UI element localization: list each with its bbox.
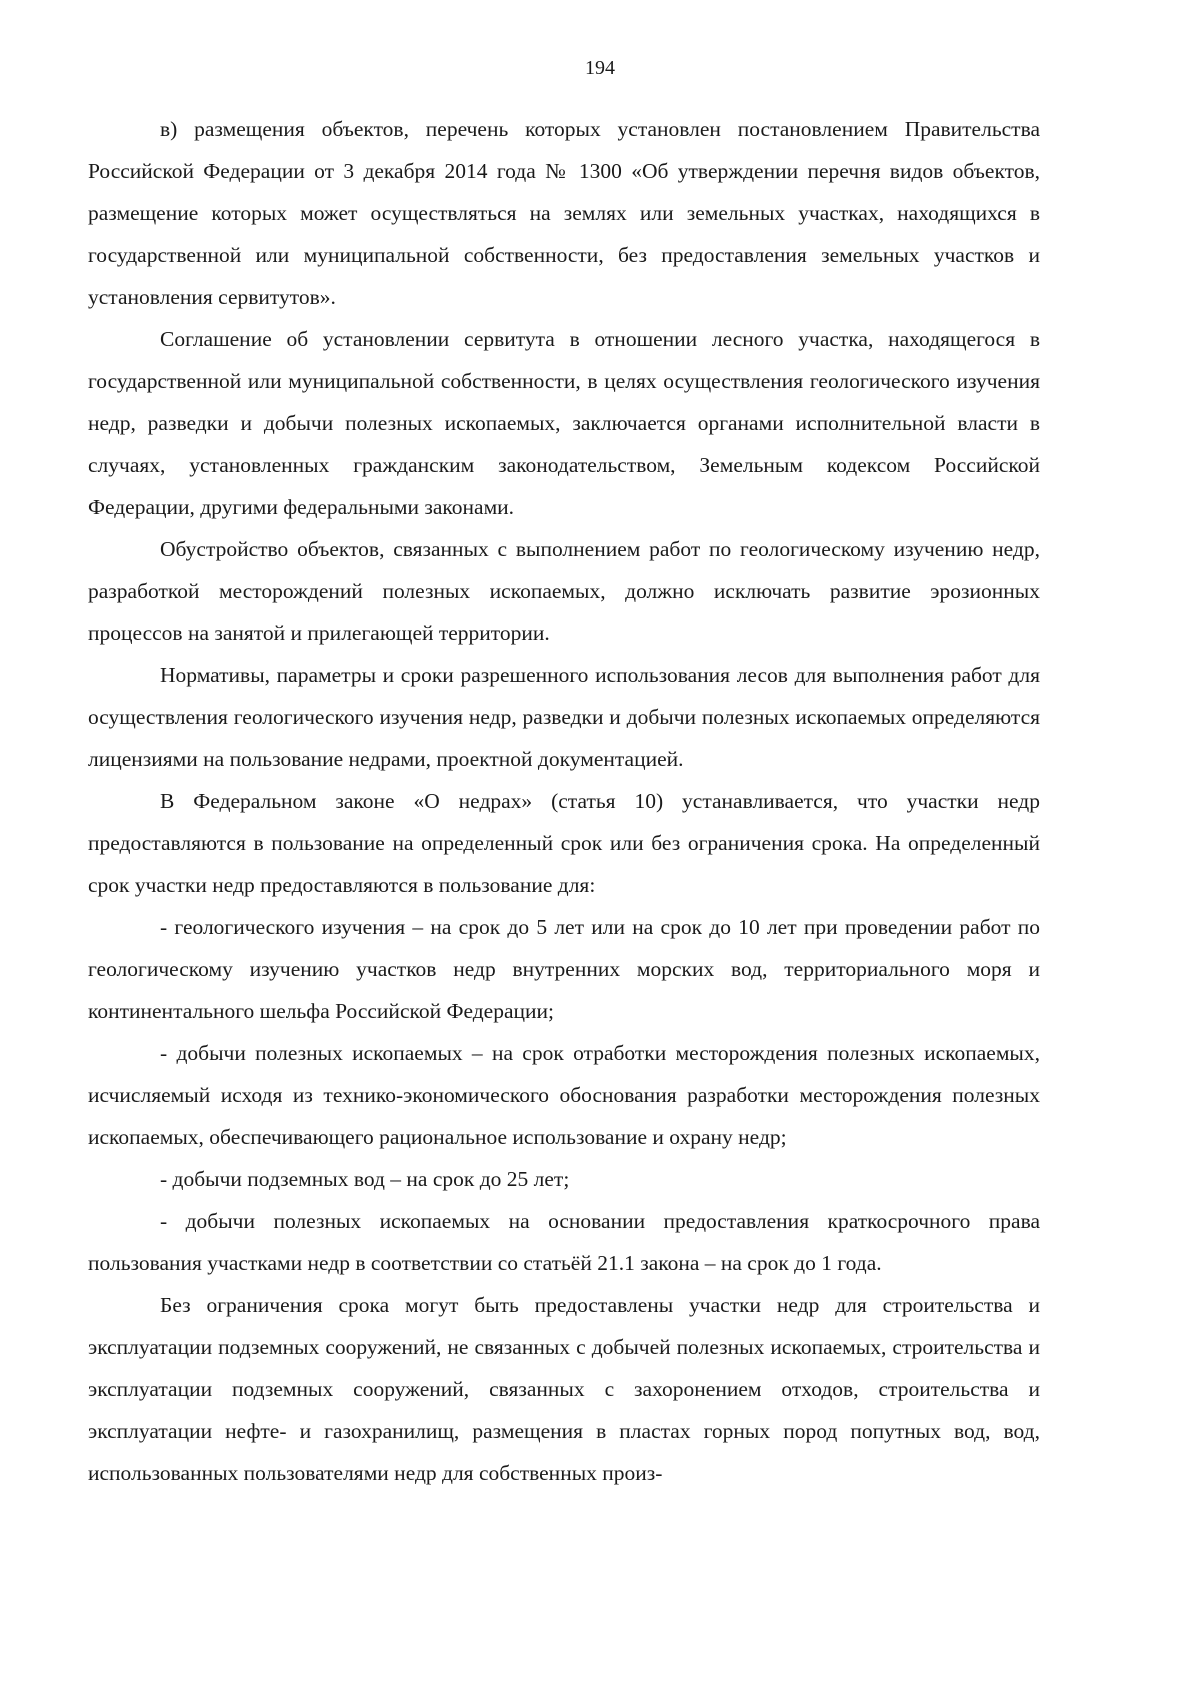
paragraph-usage-norms: Нормативы, параметры и сроки разрешенного использования лесов для выполнения работ для осуществления геологического изучения недр, разведки и добычи полезных ископаемых определяются лицензиями на пользование недрами, проектной документацией.: [88, 663, 1040, 771]
list-item-geological-study: - геологического изучения – на срок до 5 лет или на срок до 10 лет при проведении работ по геологическому изучению участков недр внутренних морских вод, территориального моря и континентального шельфа Российской Федерации;: [88, 915, 1040, 1023]
paragraph-servitude-agreement: Соглашение об установлении сервитута в отношении лесного участка, находящегося в государственной или муниципальной собственности, в целях осуществления геологического изучения недр, разведки и добычи полезных ископаемых, заключается органами исполнительной власти в случаях, установленных гражданским законодательством, Земельным кодексом Российской Федерации, другими федеральными законами.: [88, 327, 1040, 519]
list-item-short-term-rights: - добычи полезных ископаемых на основании предоставления краткосрочного права пользования участками недр в соответствии со статьёй 21.1 закона – на срок до 1 года.: [88, 1209, 1040, 1275]
paragraph-unlimited-term: Без ограничения срока могут быть предоставлены участки недр для строительства и эксплуатации подземных сооружений, не связанных с добычей полезных ископаемых, строительства и эксплуатации подземных сооружений, связанных с захоронением отходов, строительства и эксплуатации нефте- и газохранилищ, размещения в пластах горных пород попутных вод, вод, использованных пользователями недр для собственных произ-: [88, 1293, 1040, 1485]
document-body: [88, 108, 1040, 1494]
list-item-mineral-extraction: - добычи полезных ископаемых – на срок отработки месторождения полезных ископаемых, исчисляемый исходя из технико-экономического обоснования разработки месторождения полезных ископаемых, обеспечивающего рациональное использование и охрану недр;: [88, 1041, 1040, 1149]
paragraph-placement-objects: в) размещения объектов, перечень которых установлен постановлением Правительства Российской Федерации от 3 декабря 2014 года № 1300 «Об утверждении перечня видов объектов, размещение которых может осуществляться на землях или земельных участках, находящихся в государственной или муниципальной собственности, без предоставления земельных участков и установления сервитутов».: [88, 117, 1040, 309]
list-item-groundwater-extraction: - добычи подземных вод – на срок до 25 лет;: [160, 1167, 570, 1191]
paragraph-site-arrangement: Обустройство объектов, связанных с выполнением работ по геологическому изучению недр, разработкой месторождений полезных ископаемых, должно исключать развитие эрозионных процессов на занятой и прилегающей территории.: [88, 537, 1040, 645]
page-number: 194: [585, 57, 615, 79]
paragraph-subsoil-law: В Федеральном законе «О недрах» (статья 10) устанавливается, что участки недр предоставляются в пользование на определенный срок или без ограничения срока. На определенный срок участки недр предоставляются в пользование для:: [88, 789, 1040, 897]
